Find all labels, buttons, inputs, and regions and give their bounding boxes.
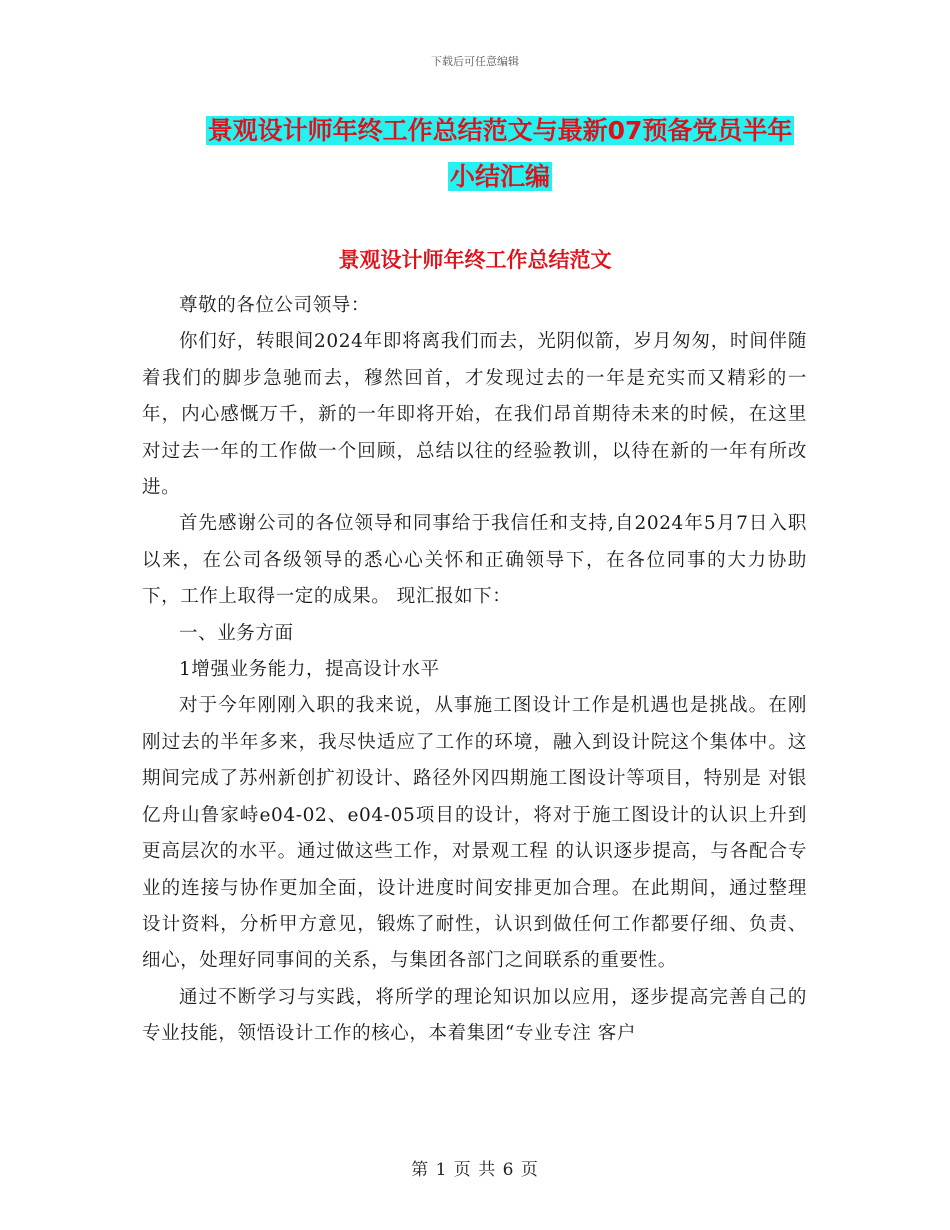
title-line-1: 景观设计师年终工作总结范文与最新07预备党员半年 [207, 116, 793, 145]
body-text [142, 288, 807, 1053]
title-line-2: 小结汇编 [449, 162, 550, 191]
section-title: 景观设计师年终工作总结范文 [338, 248, 612, 272]
paragraph: 首先感谢公司的各位领导和同事给于我信任和支持,自2024年5月7日入职以来，在公司各级领导的悉心心关怀和正确领导下，在各位同事的大力协助下，工作上取得一定的成果。 现汇报如下： [142, 513, 807, 608]
subsection-heading: 1增强业务能力，提高设计水平 [179, 659, 440, 681]
paragraph: 通过不断学习与实践，将所学的理论知识加以应用，逐步提高完善自己的专业技能，领悟设计工作的核心，本着集团“专业专注 客户 [142, 986, 807, 1045]
section-heading: 一、业务方面 [179, 622, 294, 644]
paragraph: 对于今年刚刚入职的我来说，从事施工图设计工作是机遇也是挑战。在刚刚过去的半年多来，我尽快适应了工作的环境，融入到设计院这个集体中。这期间完成了苏州新创扩初设计、路径外冈四期施工图设计等项目，特别是 对银亿舟山鲁家峙e04-02、e04-05项目的设计，将对于施工图设计的认识上升到更高层次的水平。通过做这些工作，对景观工程 的认识逐步提高，与各配合专业的连接与协作更加全面，设计进度时间安排更加合理。在此期间，通过整理设计资料，分析甲方意见，锻炼了耐性，认识到做任何工作都要仔细、负责、细心，处理好同事间的关系，与集团各部门之间联系的重要性。 [142, 695, 807, 972]
page-number: 第 1 页 共 6 页 [411, 1160, 539, 1180]
document-title [140, 108, 860, 200]
salutation: 尊敬的各位公司领导： [179, 295, 371, 316]
paragraph: 你们好，转眼间2024年即将离我们而去，光阴似箭，岁月匆匆，时间伴随着我们的脚步急驰而去，穆然回首，才发现过去的一年是充实而又精彩的一年，内心感慨万千，新的一年即将开始，在我们昂首期待未来的时候，在这里对过去一年的工作做一个回顾，总结以往的经验教训，以待在新的一年有所改进。 [142, 331, 807, 499]
header-note: 下载后可任意编辑 [431, 55, 519, 68]
